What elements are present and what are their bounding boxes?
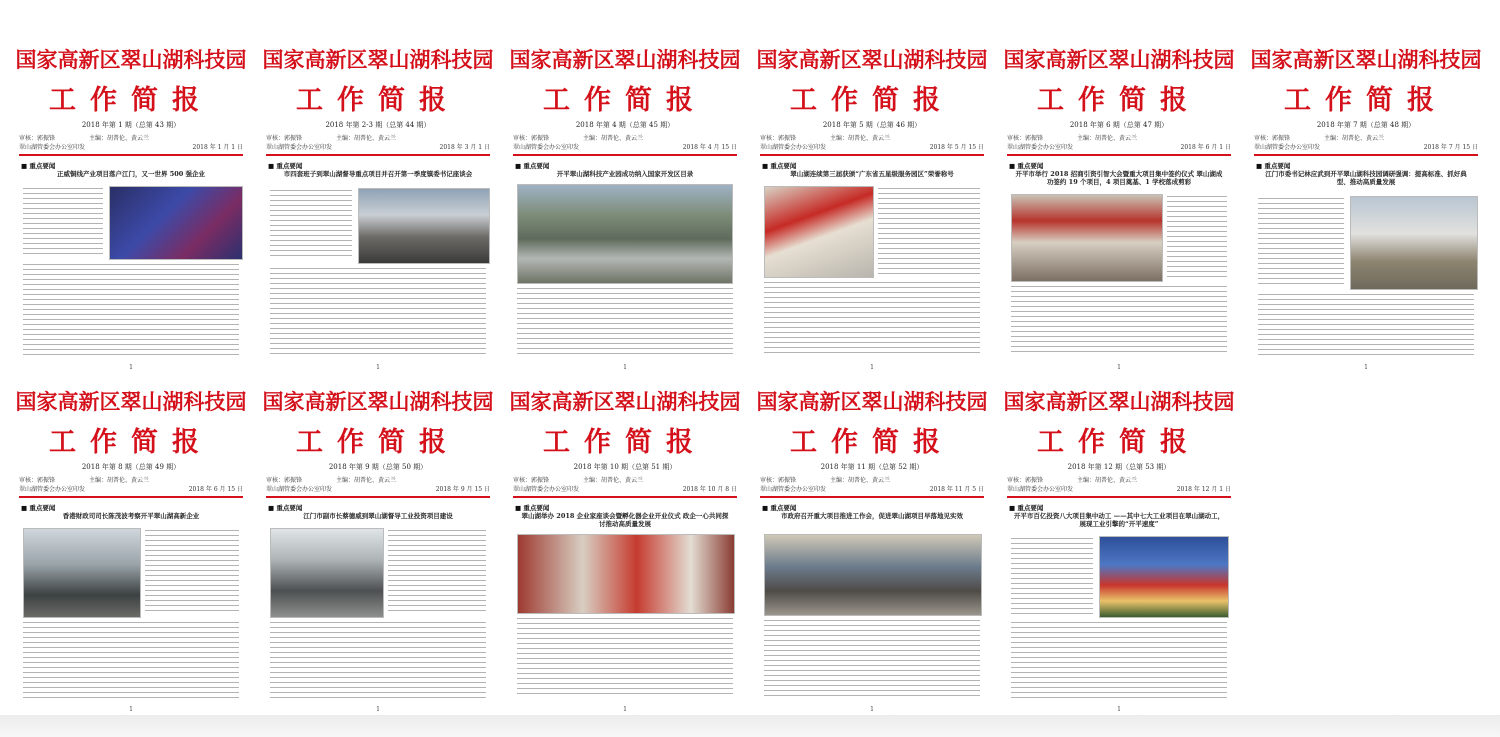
headline: 开平翠山湖科技产业园成功纳入国家开发区目录: [556, 170, 694, 178]
page-title: 国家高新区翠山湖科技园: [756, 47, 988, 72]
page-subtitle: 工作简报: [1284, 85, 1448, 116]
page-title: 国家高新区翠山湖科技园: [1250, 47, 1482, 72]
red-divider: [1007, 496, 1231, 498]
masthead-meta: [19, 134, 243, 152]
issue-date: 2018 年 6 月 15 日: [188, 486, 243, 493]
meta-row-1: [1007, 134, 1231, 143]
body-text: [764, 282, 980, 356]
editors: 主编：胡普伦、黄云兰: [583, 135, 644, 142]
body-text: [1258, 294, 1474, 356]
briefing-page[interactable]: [1003, 38, 1235, 373]
news-photo: [358, 188, 490, 264]
page-number: 1: [623, 364, 627, 371]
section-label: ■ 重点要闻: [1009, 162, 1044, 170]
meta-row-2: [266, 485, 490, 494]
body-text: [517, 288, 733, 356]
page-subtitle: 工作简报: [1037, 427, 1201, 458]
meta-row-2: [513, 143, 737, 152]
reviewer: 审核：郭振锋: [1254, 135, 1291, 142]
bottom-shadow: [0, 715, 1500, 737]
body-text: [1011, 622, 1227, 698]
page-subtitle: 工作简报: [790, 427, 954, 458]
issue-date: 2018 年 11 月 5 日: [929, 486, 984, 493]
issuer: 翠山湖管委会办公室印发: [19, 144, 86, 151]
body-text: [764, 620, 980, 698]
masthead-meta: [19, 476, 243, 494]
masthead-meta: [760, 476, 984, 494]
meta-row-2: [1254, 143, 1478, 152]
section-label: ■ 重点要闻: [268, 504, 303, 512]
meta-row-2: [760, 143, 984, 152]
section-label: ■ 重点要闻: [21, 504, 56, 512]
section-label: ■ 重点要闻: [1256, 162, 1291, 170]
meta-row-2: [19, 143, 243, 152]
issuer: 翠山湖管委会办公室印发: [760, 144, 827, 151]
masthead-meta: [513, 476, 737, 494]
body-text: [388, 530, 486, 614]
body-text: [878, 188, 980, 274]
headline: 开平市举行 2018 招商引资引智大会暨重大项目集中签约仪式 翠山湖成功签约 19 个项目，4 项目奠基、1 学校落成剪彩: [1015, 170, 1223, 186]
red-divider: [1007, 154, 1231, 156]
headline: 翠山湖举办 2018 企业家座谈会暨孵化器企业开业仪式 政企一心共同探讨推动高质量发展: [521, 512, 729, 528]
briefing-page[interactable]: [15, 380, 247, 715]
news-photo: [517, 184, 733, 284]
briefing-page[interactable]: [262, 380, 494, 715]
meta-row-2: [266, 143, 490, 152]
section-label: ■ 重点要闻: [1009, 504, 1044, 512]
news-photo: [1350, 196, 1478, 290]
page-title: 国家高新区翠山湖科技园: [509, 47, 741, 72]
red-divider: [513, 496, 737, 498]
issue-number: 2018 年第 11 期（总第 52 期）: [820, 463, 924, 471]
headline: 正威铜线产业项目落户江门，又一世界 500 强企业: [56, 170, 206, 178]
editors: 主编：胡普伦、黄云兰: [89, 477, 150, 484]
reviewer: 审核：郭振锋: [760, 477, 797, 484]
reviewer: 审核：郭振锋: [19, 477, 56, 484]
briefing-page[interactable]: [509, 38, 741, 373]
body-text: [517, 618, 733, 698]
issue-number: 2018 年第 2-3 期（总第 44 期）: [325, 121, 431, 129]
reviewer: 审核：郭振锋: [513, 135, 550, 142]
red-divider: [760, 496, 984, 498]
news-photo: [109, 186, 243, 260]
editors: 主编：胡普伦、黄云兰: [830, 477, 891, 484]
issuer: 翠山湖管委会办公室印发: [513, 486, 580, 493]
editors: 主编：胡普伦、黄云兰: [830, 135, 891, 142]
issue-date: 2018 年 5 月 15 日: [929, 144, 984, 151]
reviewer: 审核：郭振锋: [513, 477, 550, 484]
red-divider: [266, 496, 490, 498]
headline: 市四套班子到翠山湖督导重点项目并召开第一季度镇委书记座谈会: [283, 170, 473, 178]
section-label: ■ 重点要闻: [515, 504, 550, 512]
issue-date: 2018 年 3 月 1 日: [439, 144, 490, 151]
meta-row-2: [1007, 143, 1231, 152]
masthead-meta: [760, 134, 984, 152]
news-photo: [1099, 536, 1229, 618]
news-photo: [270, 528, 384, 618]
issue-date: 2018 年 4 月 15 日: [682, 144, 737, 151]
meta-row-1: [266, 134, 490, 143]
masthead-meta: [266, 134, 490, 152]
page-number: 1: [129, 364, 133, 371]
news-photo: [23, 528, 141, 618]
page-title: 国家高新区翠山湖科技园: [509, 389, 741, 414]
body-text: [270, 268, 486, 356]
briefing-page[interactable]: [1250, 38, 1482, 373]
editors: 主编：胡普伦、黄云兰: [1077, 477, 1138, 484]
issue-date: 2018 年 9 月 15 日: [435, 486, 490, 493]
reviewer: 审核：郭振锋: [760, 135, 797, 142]
issue-number: 2018 年第 7 期（总第 48 期）: [1316, 121, 1416, 129]
page-title: 国家高新区翠山湖科技园: [262, 389, 494, 414]
body-text: [270, 190, 352, 260]
issue-number: 2018 年第 6 期（总第 47 期）: [1069, 121, 1169, 129]
section-label: ■ 重点要闻: [762, 504, 797, 512]
meta-row-1: [266, 476, 490, 485]
issue-number: 2018 年第 1 期（总第 43 期）: [81, 121, 181, 129]
page-subtitle: 工作简报: [49, 427, 213, 458]
page-number: 1: [129, 706, 133, 713]
reviewer: 审核：郭振锋: [266, 135, 303, 142]
red-divider: [266, 154, 490, 156]
issue-date: 2018 年 12 月 1 日: [1176, 486, 1231, 493]
issuer: 翠山湖管委会办公室印发: [513, 144, 580, 151]
issue-date: 2018 年 7 月 15 日: [1423, 144, 1478, 151]
issue-number: 2018 年第 12 期（总第 53 期）: [1067, 463, 1171, 471]
briefing-page[interactable]: [15, 38, 247, 373]
issuer: 翠山湖管委会办公室印发: [266, 144, 333, 151]
reviewer: 审核：郭振锋: [19, 135, 56, 142]
red-divider: [19, 496, 243, 498]
section-label: ■ 重点要闻: [21, 162, 56, 170]
issuer: 翠山湖管委会办公室印发: [1007, 144, 1074, 151]
body-text: [23, 264, 239, 356]
page-subtitle: 工作简报: [49, 85, 213, 116]
briefing-page[interactable]: [756, 380, 988, 715]
page-subtitle: 工作简报: [790, 85, 954, 116]
news-photo: [1011, 194, 1163, 282]
editors: 主编：胡普伦、黄云兰: [583, 477, 644, 484]
page-title: 国家高新区翠山湖科技园: [15, 47, 247, 72]
masthead-meta: [1007, 476, 1231, 494]
page-subtitle: 工作简报: [543, 85, 707, 116]
masthead-meta: [266, 476, 490, 494]
meta-row-1: [513, 476, 737, 485]
page-subtitle: 工作简报: [296, 427, 460, 458]
page-number: 1: [1364, 364, 1368, 371]
issuer: 翠山湖管委会办公室印发: [266, 486, 333, 493]
page-number: 1: [870, 364, 874, 371]
red-divider: [19, 154, 243, 156]
meta-row-1: [1007, 476, 1231, 485]
body-text: [145, 530, 239, 614]
issuer: 翠山湖管委会办公室印发: [19, 486, 86, 493]
red-divider: [1254, 154, 1478, 156]
reviewer: 审核：郭振锋: [1007, 477, 1044, 484]
page-number: 1: [376, 364, 380, 371]
issue-date: 2018 年 10 月 8 日: [682, 486, 737, 493]
page-title: 国家高新区翠山湖科技园: [15, 389, 247, 414]
reviewer: 审核：郭振锋: [266, 477, 303, 484]
body-text: [1011, 286, 1227, 356]
page-subtitle: 工作简报: [543, 427, 707, 458]
body-text: [23, 622, 239, 698]
page-number: 1: [870, 706, 874, 713]
red-divider: [513, 154, 737, 156]
issue-number: 2018 年第 5 期（总第 46 期）: [822, 121, 922, 129]
headline: 江门市委书记林应武到开平翠山湖科技园调研强调：提高标准、抓好典型、推动高质量发展: [1265, 170, 1467, 186]
page-subtitle: 工作简报: [296, 85, 460, 116]
masthead-meta: [1007, 134, 1231, 152]
page-number: 1: [376, 706, 380, 713]
body-text: [1258, 198, 1344, 286]
meta-row-2: [1007, 485, 1231, 494]
reviewer: 审核：郭振锋: [1007, 135, 1044, 142]
briefing-page[interactable]: [509, 380, 741, 715]
issue-number: 2018 年第 4 期（总第 45 期）: [575, 121, 675, 129]
headline: 翠山湖连续第三届获颁“广东省五星级服务园区”荣誉称号: [790, 170, 954, 178]
editors: 主编：胡普伦、黄云兰: [336, 135, 397, 142]
meta-row-1: [19, 476, 243, 485]
meta-row-2: [760, 485, 984, 494]
body-text: [1011, 538, 1093, 614]
section-label: ■ 重点要闻: [515, 162, 550, 170]
masthead-meta: [513, 134, 737, 152]
meta-row-1: [19, 134, 243, 143]
headline: 开平市百亿投资八大项目集中动工 ——其中七大工业项目在翠山湖动工，展现工业引擎的“开平速度”: [1013, 512, 1225, 528]
briefing-page[interactable]: [1003, 380, 1235, 715]
page-subtitle: 工作简报: [1037, 85, 1201, 116]
meta-row-2: [513, 485, 737, 494]
body-text: [270, 622, 486, 698]
body-text: [1167, 196, 1227, 278]
issue-number: 2018 年第 8 期（总第 49 期）: [81, 463, 181, 471]
red-divider: [760, 154, 984, 156]
page-title: 国家高新区翠山湖科技园: [1003, 47, 1235, 72]
briefing-page[interactable]: [262, 38, 494, 373]
page-title: 国家高新区翠山湖科技园: [1003, 389, 1235, 414]
page-number: 1: [623, 706, 627, 713]
issuer: 翠山湖管委会办公室印发: [1007, 486, 1074, 493]
page-title: 国家高新区翠山湖科技园: [756, 389, 988, 414]
page-number: 1: [1117, 706, 1121, 713]
meta-row-1: [1254, 134, 1478, 143]
issue-number: 2018 年第 10 期（总第 51 期）: [573, 463, 677, 471]
issuer: 翠山湖管委会办公室印发: [1254, 144, 1321, 151]
editors: 主编：胡普伦、黄云兰: [1077, 135, 1138, 142]
issue-number: 2018 年第 9 期（总第 50 期）: [328, 463, 428, 471]
section-label: ■ 重点要闻: [762, 162, 797, 170]
body-text: [23, 188, 103, 256]
page-title: 国家高新区翠山湖科技园: [262, 47, 494, 72]
editors: 主编：胡普伦、黄云兰: [1324, 135, 1385, 142]
meta-row-1: [513, 134, 737, 143]
meta-row-1: [760, 134, 984, 143]
issuer: 翠山湖管委会办公室印发: [760, 486, 827, 493]
briefing-page[interactable]: [756, 38, 988, 373]
editors: 主编：胡普伦、黄云兰: [336, 477, 397, 484]
headline: 市政府召开重大项目推进工作会，促进翠山湖项目早落地见实效: [781, 512, 963, 520]
issue-date: 2018 年 1 月 1 日: [192, 144, 243, 151]
headline: 香港财政司司长陈茂波考察开平翠山湖高新企业: [62, 512, 200, 520]
meta-row-1: [760, 476, 984, 485]
section-label: ■ 重点要闻: [268, 162, 303, 170]
page-number: 1: [1117, 364, 1121, 371]
masthead-meta: [1254, 134, 1478, 152]
headline: 江门市副市长蔡德威到翠山湖督导工业投资项目建设: [303, 512, 453, 520]
news-photo: [517, 534, 735, 614]
news-photo: [764, 534, 982, 616]
editors: 主编：胡普伦、黄云兰: [89, 135, 150, 142]
news-photo: [764, 186, 874, 278]
meta-row-2: [19, 485, 243, 494]
issue-date: 2018 年 6 月 1 日: [1180, 144, 1231, 151]
